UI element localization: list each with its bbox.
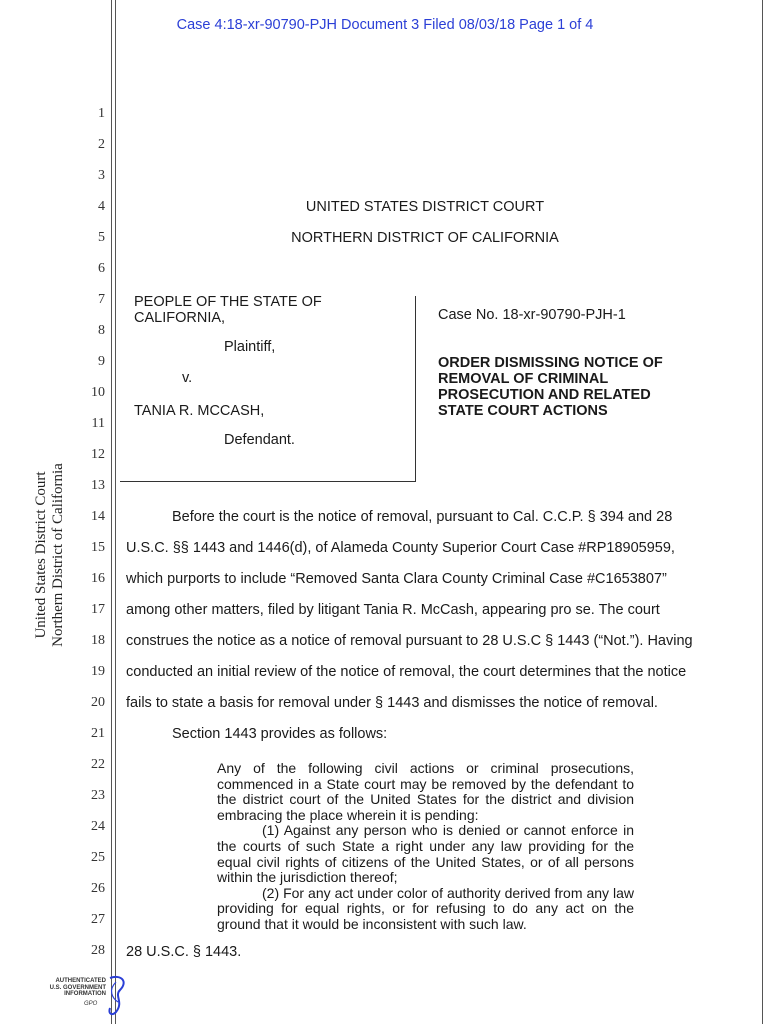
left-margin-rule-inner	[115, 0, 116, 1024]
defendant-name: TANIA R. MCCASH,	[134, 403, 265, 419]
order-title-line2: REMOVAL OF CRIMINAL	[438, 371, 609, 387]
caption-divider-horizontal	[120, 481, 416, 482]
quote-paragraph: (2) For any act under color of authority derived from any law providing for equal rights, or for refusing to do any act on the ground that it would be inconsistent with such law.	[217, 884, 634, 932]
order-title-line4: STATE COURT ACTIONS	[438, 403, 608, 419]
line-number: 2	[98, 137, 105, 152]
line-number: 13	[91, 478, 105, 493]
quote-paragraph: (1) Against any person who is denied or cannot enforce in the courts of such State a right under any law providing for the equal civil rights of citizens of the United States, or of all persons within the jurisdiction thereof;	[217, 822, 634, 886]
line-number: 11	[91, 416, 105, 431]
line-number: 12	[91, 447, 105, 462]
plaintiff-role: Plaintiff,	[224, 339, 276, 355]
statute-citation: 28 U.S.C. § 1443.	[126, 944, 242, 960]
gpo-eagle-icon	[38, 972, 138, 1018]
line-number: 19	[91, 664, 105, 679]
line-number: 6	[98, 261, 105, 276]
side-label-district: Northern District of California	[50, 463, 66, 647]
line-number: 4	[98, 199, 105, 214]
line-number: 8	[98, 323, 105, 338]
body-line: among other matters, filed by litigant Tania R. McCash, appearing pro se. The court	[126, 602, 660, 618]
line-number: 10	[91, 385, 105, 400]
line-number: 5	[98, 230, 105, 245]
line-number: 16	[91, 571, 105, 586]
statute-quote	[217, 761, 634, 933]
line-number: 9	[98, 354, 105, 369]
body-line: Before the court is the notice of removal, pursuant to Cal. C.C.P. § 394 and 28	[172, 509, 673, 525]
gpo-label: GPO	[84, 1001, 98, 1007]
body-line: construes the notice as a notice of removal pursuant to 28 U.S.C § 1443 (“Not.”). Having	[126, 633, 693, 649]
court-side-label	[33, 365, 67, 745]
line-number: 20	[91, 695, 105, 710]
line-number: 15	[91, 540, 105, 555]
defendant-role: Defendant.	[224, 432, 295, 448]
body-line: U.S.C. §§ 1443 and 1446(d), of Alameda County Superior Court Case #RP18905959,	[126, 540, 675, 556]
line-number: 22	[91, 757, 105, 772]
line-number: 21	[91, 726, 105, 741]
line-number: 3	[98, 168, 105, 183]
line-number: 25	[91, 850, 105, 865]
right-margin-rule	[762, 0, 763, 1024]
order-title-line1: ORDER DISMISSING NOTICE OF	[438, 355, 663, 371]
court-district: NORTHERN DISTRICT OF CALIFORNIA	[291, 230, 559, 246]
body-line: fails to state a basis for removal under § 1443 and dismisses the notice of removal.	[126, 695, 658, 711]
gpo-authentication-badge	[38, 972, 138, 1018]
line-number: 17	[91, 602, 105, 617]
case-header: Case 4:18-xr-90790-PJH Document 3 Filed 08/03/18 Page 1 of 4	[176, 17, 594, 33]
order-title-line3: PROSECUTION AND RELATED	[438, 387, 651, 403]
line-number: 14	[91, 509, 105, 524]
caption-divider-vertical	[415, 296, 416, 482]
quote-paragraph: Any of the following civil actions or criminal prosecutions, commenced in a State court may be removed by the defendant to the district court of the United States for the district and division embracing the place wherein it is pending:	[217, 760, 634, 823]
case-number: Case No. 18-xr-90790-PJH-1	[438, 307, 626, 323]
line-number: 7	[98, 292, 105, 307]
left-margin-rule	[111, 0, 112, 1024]
court-name: UNITED STATES DISTRICT COURT	[305, 199, 545, 215]
versus: v.	[182, 370, 193, 386]
line-number: 1	[98, 106, 105, 121]
body-line: which purports to include “Removed Santa Clara County Criminal Case #C1653807”	[126, 571, 667, 587]
line-number: 26	[91, 881, 105, 896]
body-line: Section 1443 provides as follows:	[172, 726, 388, 742]
plaintiff-line2: CALIFORNIA,	[134, 310, 226, 326]
line-number: 28	[91, 943, 105, 958]
plaintiff-line1: PEOPLE OF THE STATE OF	[134, 294, 322, 310]
gpo-badge-text: AUTHENTICATED U.S. GOVERNMENT INFORMATION	[49, 978, 106, 997]
body-line: conducted an initial review of the notice of removal, the court determines that the notice	[126, 664, 687, 680]
line-number: 27	[91, 912, 105, 927]
side-label-court: United States District Court	[33, 471, 49, 639]
line-number: 23	[91, 788, 105, 803]
line-number: 18	[91, 633, 105, 648]
line-number: 24	[91, 819, 105, 834]
